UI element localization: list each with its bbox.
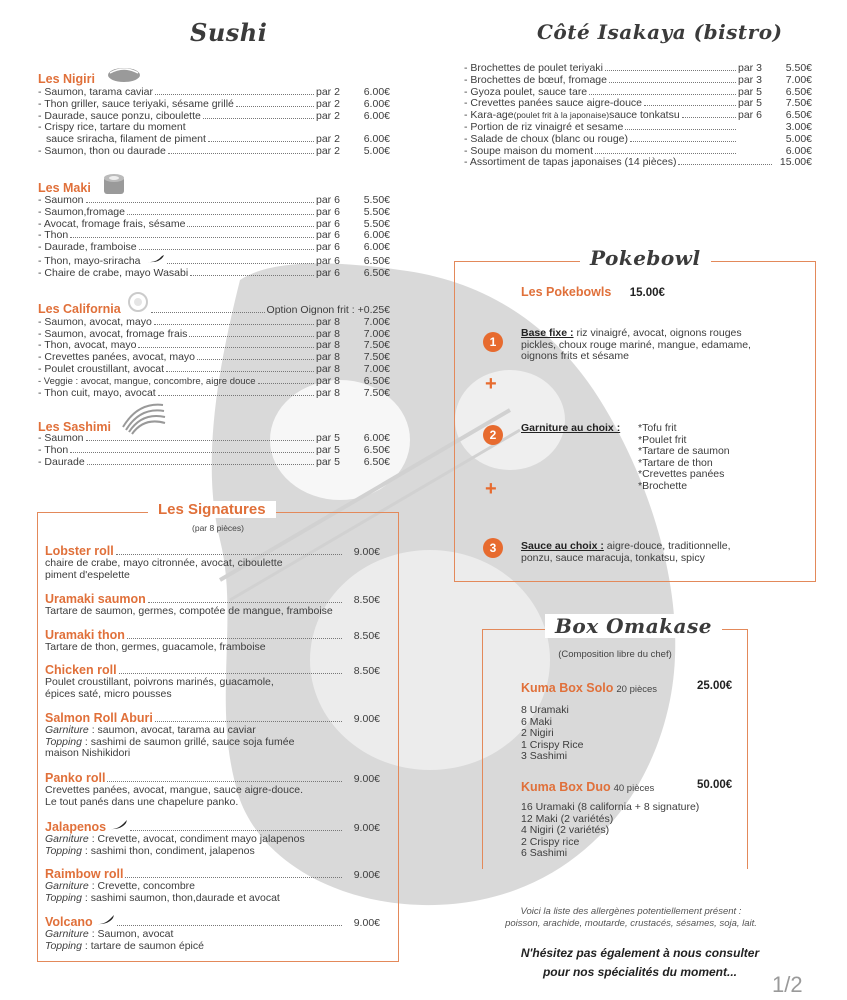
california-list — [38, 301, 390, 399]
maki-list — [38, 195, 390, 280]
kuma-box-solo-head: Kuma Box Solo 20 pièces 25.00€ — [521, 680, 733, 695]
menu-row: - Saumon, avocat, fromage frais par 8 7.00€ — [38, 327, 390, 340]
menu-row: - Veggie : avocat, mangue, concombre, aigre douce par 8 6.50€ — [38, 374, 390, 387]
garniture-options: *Tofu frit *Poulet frit *Tartare de saumon *Tartare de thon *Crevettes panées *Brochette — [638, 422, 730, 492]
kuma-box-duo-head: Kuma Box Duo 40 pièces 50.00€ — [521, 779, 733, 794]
california-roll-icon — [127, 291, 149, 313]
menu-row: - Thon cuit, mayo, avocat par 8 7.50€ — [38, 386, 390, 399]
signature-item: Uramaki saumon 8.50€ Tartare de saumon, germes, compotée de mangue, framboise — [45, 592, 380, 617]
signatures-subtitle: (par 8 pièces) — [192, 523, 244, 533]
menu-row: - Chaire de crabe, mayo Wasabi par 6 6.50€ — [38, 266, 390, 279]
isakaya-list — [464, 63, 812, 169]
menu-row: - Portion de riz vinaigré et sesame 3.00€ — [464, 120, 812, 133]
menu-row: - Poulet croustillant, avocat par 8 7.00€ — [38, 362, 390, 375]
pokebowl-title: Pokebowl — [580, 246, 711, 270]
maki-heading-label: Les Maki — [38, 181, 91, 195]
menu-row: - Avocat, fromage frais, sésame par 6 5.50€ — [38, 217, 390, 230]
menu-row: - Saumon, tarama caviar par 2 6.00€ — [38, 86, 390, 98]
menu-row: - Kara-age (poulet frit à la japonaise) sauce tonkatsu par 6 6.50€ — [464, 109, 812, 122]
sushi-title: Sushi — [190, 18, 268, 47]
menu-row: - Crispy rice, tartare du moment — [38, 121, 186, 134]
step-3-text: Sauce au choix : aigre-douce, traditionnelle, ponzu, sauce maracuja, tonkatsu, spicy — [521, 540, 731, 564]
signature-item: Chicken roll 8.50€ Poulet croustillant, poivrons marinés, guacamole, épices saté, micro pousses — [45, 663, 380, 700]
page-number: 1/2 — [772, 972, 803, 997]
kuma-box-solo-contents: 8 Uramaki 6 Maki 2 Nigiri 1 Crispy Rice 3 Sashimi — [521, 704, 584, 763]
menu-row: - Brochettes de poulet teriyaki par 3 5.50€ — [464, 62, 812, 74]
sashimi-icon — [118, 397, 168, 435]
maki-icon — [102, 172, 126, 196]
signature-item: Uramaki thon 8.50€ Tartare de thon, germes, guacamole, framboise — [45, 628, 380, 653]
menu-row: - Thon par 6 6.00€ — [38, 229, 390, 242]
menu-row: - Thon griller, sauce teriyaki, sésame grillé par 2 6.00€ — [38, 97, 390, 110]
signature-item: Lobster roll 9.00€ chaire de crabe, mayo citronnée, avocat, ciboulette piment d'espelette — [45, 544, 380, 581]
menu-row: - Brochettes de bœuf, fromage par 3 7.00€ — [464, 73, 812, 86]
pokebowl-box — [454, 246, 816, 582]
menu-row: - Daurade, framboise par 6 6.00€ — [38, 241, 390, 254]
menu-row: - Thon par 5 6.50€ — [38, 443, 390, 456]
menu-row: - Thon, avocat, mayo par 8 7.50€ — [38, 339, 390, 352]
california-option: Option Oignon frit : +0.25€ — [266, 304, 390, 316]
plus-icon: + — [485, 373, 497, 395]
menu-row: sauce sriracha, filament de piment par 2 6.00€ — [46, 133, 390, 146]
kuma-box-duo-contents: 16 Uramaki (8 california + 8 signature) 12 Maki (2 variétés) 4 Nigiri (2 variétés) 2 Crispy rice 6 Sashimi — [521, 801, 700, 860]
menu-row: - Daurade par 5 6.50€ — [38, 455, 390, 468]
menu-row: - Daurade, sauce ponzu, ciboulette par 2 6.00€ — [38, 109, 390, 122]
menu-row: - Saumon, thon ou daurade par 2 5.00€ — [38, 144, 390, 157]
menu-row: - Thon, mayo-sriracha par 6 6.50€ — [38, 254, 390, 267]
menu-row: - Gyoza poulet, sauce tare par 5 6.50€ — [464, 85, 812, 98]
menu-row: - Soupe maison du moment 6.00€ — [464, 144, 812, 157]
menu-row: - Saumon par 6 5.50€ — [38, 194, 390, 206]
plus-icon: + — [485, 478, 497, 500]
allergen-notice: Voici la liste des allergènes potentiellement présent : poisson, arachide, moutarde, crustacés, sésames, soja, lait. — [505, 906, 757, 929]
pokebowl-price: 15.00€ — [629, 287, 665, 299]
nigiri-heading — [38, 72, 142, 86]
signature-item: Salmon Roll Aburi 9.00€ Garniture : saumon, avocat, tarama au caviar Topping : sashimi de saumon grillé, sauce soja fumée maison Nishikidori — [45, 711, 380, 760]
menu-row: - Saumon, avocat, mayo par 8 7.00€ — [38, 315, 390, 328]
menu-row: - Assortiment de tapas japonaises (14 pièces) 15.00€ — [464, 156, 812, 169]
sashimi-list — [38, 433, 390, 468]
california-heading-row — [38, 301, 390, 317]
signatures-title: Les Signatures — [148, 501, 276, 518]
isakaya-title: Côté Isakaya (bistro) — [537, 20, 783, 44]
step-3-badge: 3 — [483, 538, 503, 558]
signature-item: Panko roll 9.00€ Crevettes panées, avocat, mangue, sauce aigre-douce. Le tout panés dans une chapelure panko. — [45, 771, 380, 808]
nigiri-icon — [106, 65, 142, 83]
step-1-badge: 1 — [483, 332, 503, 352]
consult-message: N'hésitez pas également à nous consulter pour nos spécialités du moment... — [520, 946, 760, 979]
menu-row: - Saumon par 5 6.00€ — [38, 432, 390, 444]
omakase-subtitle: (Composition libre du chef) — [558, 649, 672, 660]
omakase-title: Box Omakase — [545, 614, 722, 638]
pokebowl-heading: Les Pokebowls — [521, 285, 612, 299]
pokebowl-heading-row — [521, 283, 665, 301]
menu-row: - Crevettes panées, avocat, mayo par 8 7.50€ — [38, 351, 390, 364]
menu-row: - Salade de choux (blanc ou rouge) 5.00€ — [464, 132, 812, 145]
nigiri-heading-label: Les Nigiri — [38, 72, 95, 86]
nigiri-list — [38, 87, 390, 158]
step-2-text: Garniture au choix : — [521, 422, 621, 434]
chili-pepper-icon — [95, 914, 115, 926]
chili-pepper-icon — [108, 819, 128, 831]
sashimi-heading-label: Les Sashimi — [38, 420, 111, 434]
chili-pepper-icon — [147, 254, 165, 264]
california-heading: Les California — [38, 302, 121, 316]
step-2-badge: 2 — [483, 425, 503, 445]
signature-item: Raimbow roll 9.00€ Garniture : Crevette, concombre Topping : sashimi saumon, thon,daurade et avocat — [45, 867, 380, 904]
signature-item: Jalapenos 9.00€ Garniture : Crevette, avocat, condiment mayo jalapenos Topping : sashimi thon, condiment, jalapenos — [45, 820, 380, 857]
menu-row: - Saumon,fromage par 6 5.50€ — [38, 205, 390, 218]
menu-row: - Crevettes panées sauce aigre-douce par 5 7.50€ — [464, 97, 812, 110]
step-1-text: Base fixe : riz vinaigré, avocat, oignons rouges pickles, choux rouge mariné, mangue, edamame, oignons frits et sésame — [521, 327, 751, 363]
signature-item: Volcano 9.00€ Garniture : Saumon, avocat Topping : tartare de saumon épicé — [45, 915, 380, 952]
